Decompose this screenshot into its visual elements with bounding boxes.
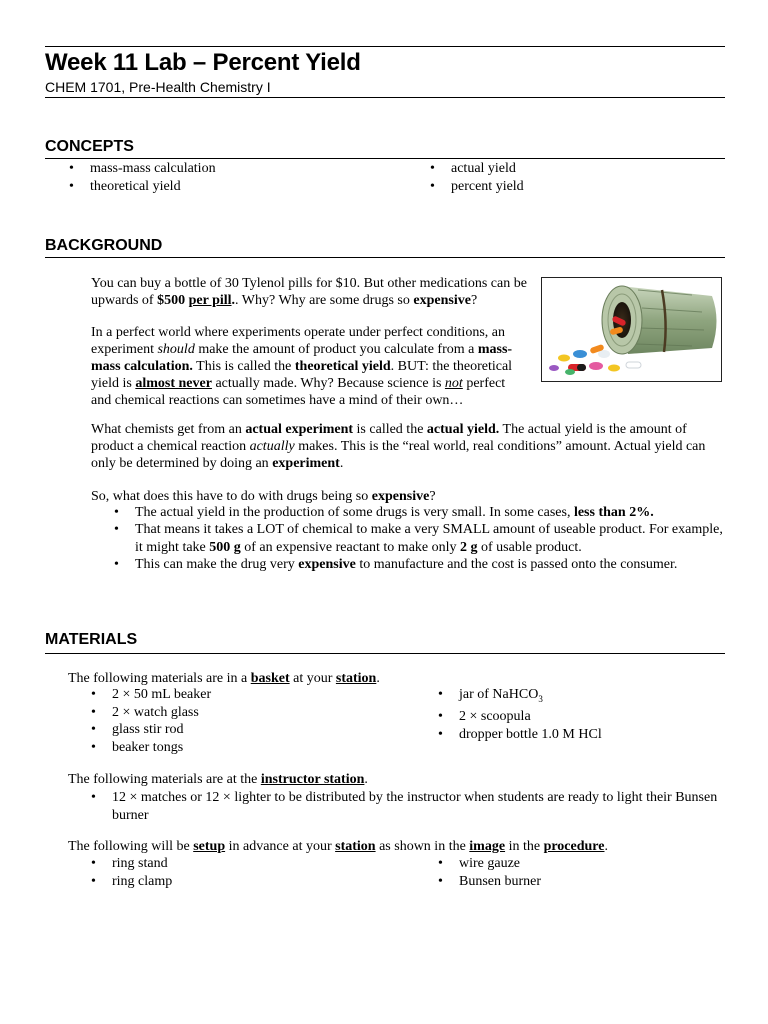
page-title: Week 11 Lab – Percent Yield [45,49,361,76]
background-paragraph-4: So, what does this have to do with drugs being so expensive? [91,488,436,504]
list-item: • 2 × watch glass [91,704,391,722]
list-item: • theoretical yield [69,178,399,196]
list-item: • dropper bottle 1.0 M HCl [438,726,718,744]
money-roll-illustration [542,278,721,381]
list-item: • This can make the drug very expensive to manufacture and the cost is passed onto the consumer. [114,556,724,574]
list-item: • 2 × scoopula [438,708,718,726]
background-rule [45,257,725,258]
list-item: • beaker tongs [91,739,391,757]
list-item: • actual yield [430,160,720,178]
list-item: • jar of NaHCO$_3$ [438,686,718,708]
concepts-list-left [69,160,399,195]
background-heading: BACKGROUND [45,237,163,254]
list-item: • The actual yield in the production of some drugs is very small. In some cases, less than 2%. [114,504,724,522]
money-and-pills-image [541,277,722,382]
list-item: • ring clamp [91,873,391,891]
instructor-list [91,789,721,824]
materials-basket-intro: The following materials are in a basket at your station. [68,671,380,686]
list-item: • Bunsen burner [438,873,718,891]
list-item: • glass stir rod [91,721,391,739]
course-subtitle: CHEM 1701, Pre-Health Chemistry I [45,79,271,95]
list-item: • That means it takes a LOT of chemical to make a very SMALL amount of useable product. For example, it might take 500 g of an expensive reactant to make only 2 g of usable product. [114,521,724,556]
materials-heading: MATERIALS [45,631,138,648]
list-item: • ring stand [91,855,391,873]
concepts-rule [45,158,725,159]
header-rule [45,97,725,98]
materials-setup-intro: The following will be setup in advance at your station as shown in the image in the procedure. [68,839,608,854]
list-item: • mass-mass calculation [69,160,399,178]
list-item: • wire gauze [438,855,718,873]
basket-list-left [91,686,391,756]
top-rule [45,46,725,47]
setup-list-left [91,855,391,890]
concepts-list-right [430,160,720,195]
basket-list-right [438,686,718,744]
background-paragraph-2: In a perfect world where experiments operate under perfect conditions, an experiment should make the amount of product you calculate from a mass-mass calculation. This is called the theoretical yield. BUT: the theoretical yield is almost never actually made. Why? Because science is not perfect and chemical reactions can sometimes have a mind of their own… [91,324,513,409]
background-bullets [114,504,724,574]
background-paragraph-1: You can buy a bottle of 30 Tylenol pills for $10. But other medications can be upwards of $500 per pill.. Why? Why are some drugs so expensive? [91,276,527,309]
list-item: • percent yield [430,178,720,196]
concepts-heading: CONCEPTS [45,138,134,155]
list-item: • 12 × matches or 12 × lighter to be distributed by the instructor when students are ready to light their Bunsen burner [91,789,721,824]
materials-rule [45,653,725,654]
background-paragraph-3: What chemists get from an actual experiment is called the actual yield. The actual yield is the amount of product a chemical reaction actually makes. This is the “real world, real conditions” amount. Actual yield can only be determined by doing an experiment. [91,422,706,472]
materials-instructor-intro: The following materials are at the instructor station. [68,772,368,787]
setup-list-right [438,855,718,890]
list-item: • 2 × 50 mL beaker [91,686,391,704]
